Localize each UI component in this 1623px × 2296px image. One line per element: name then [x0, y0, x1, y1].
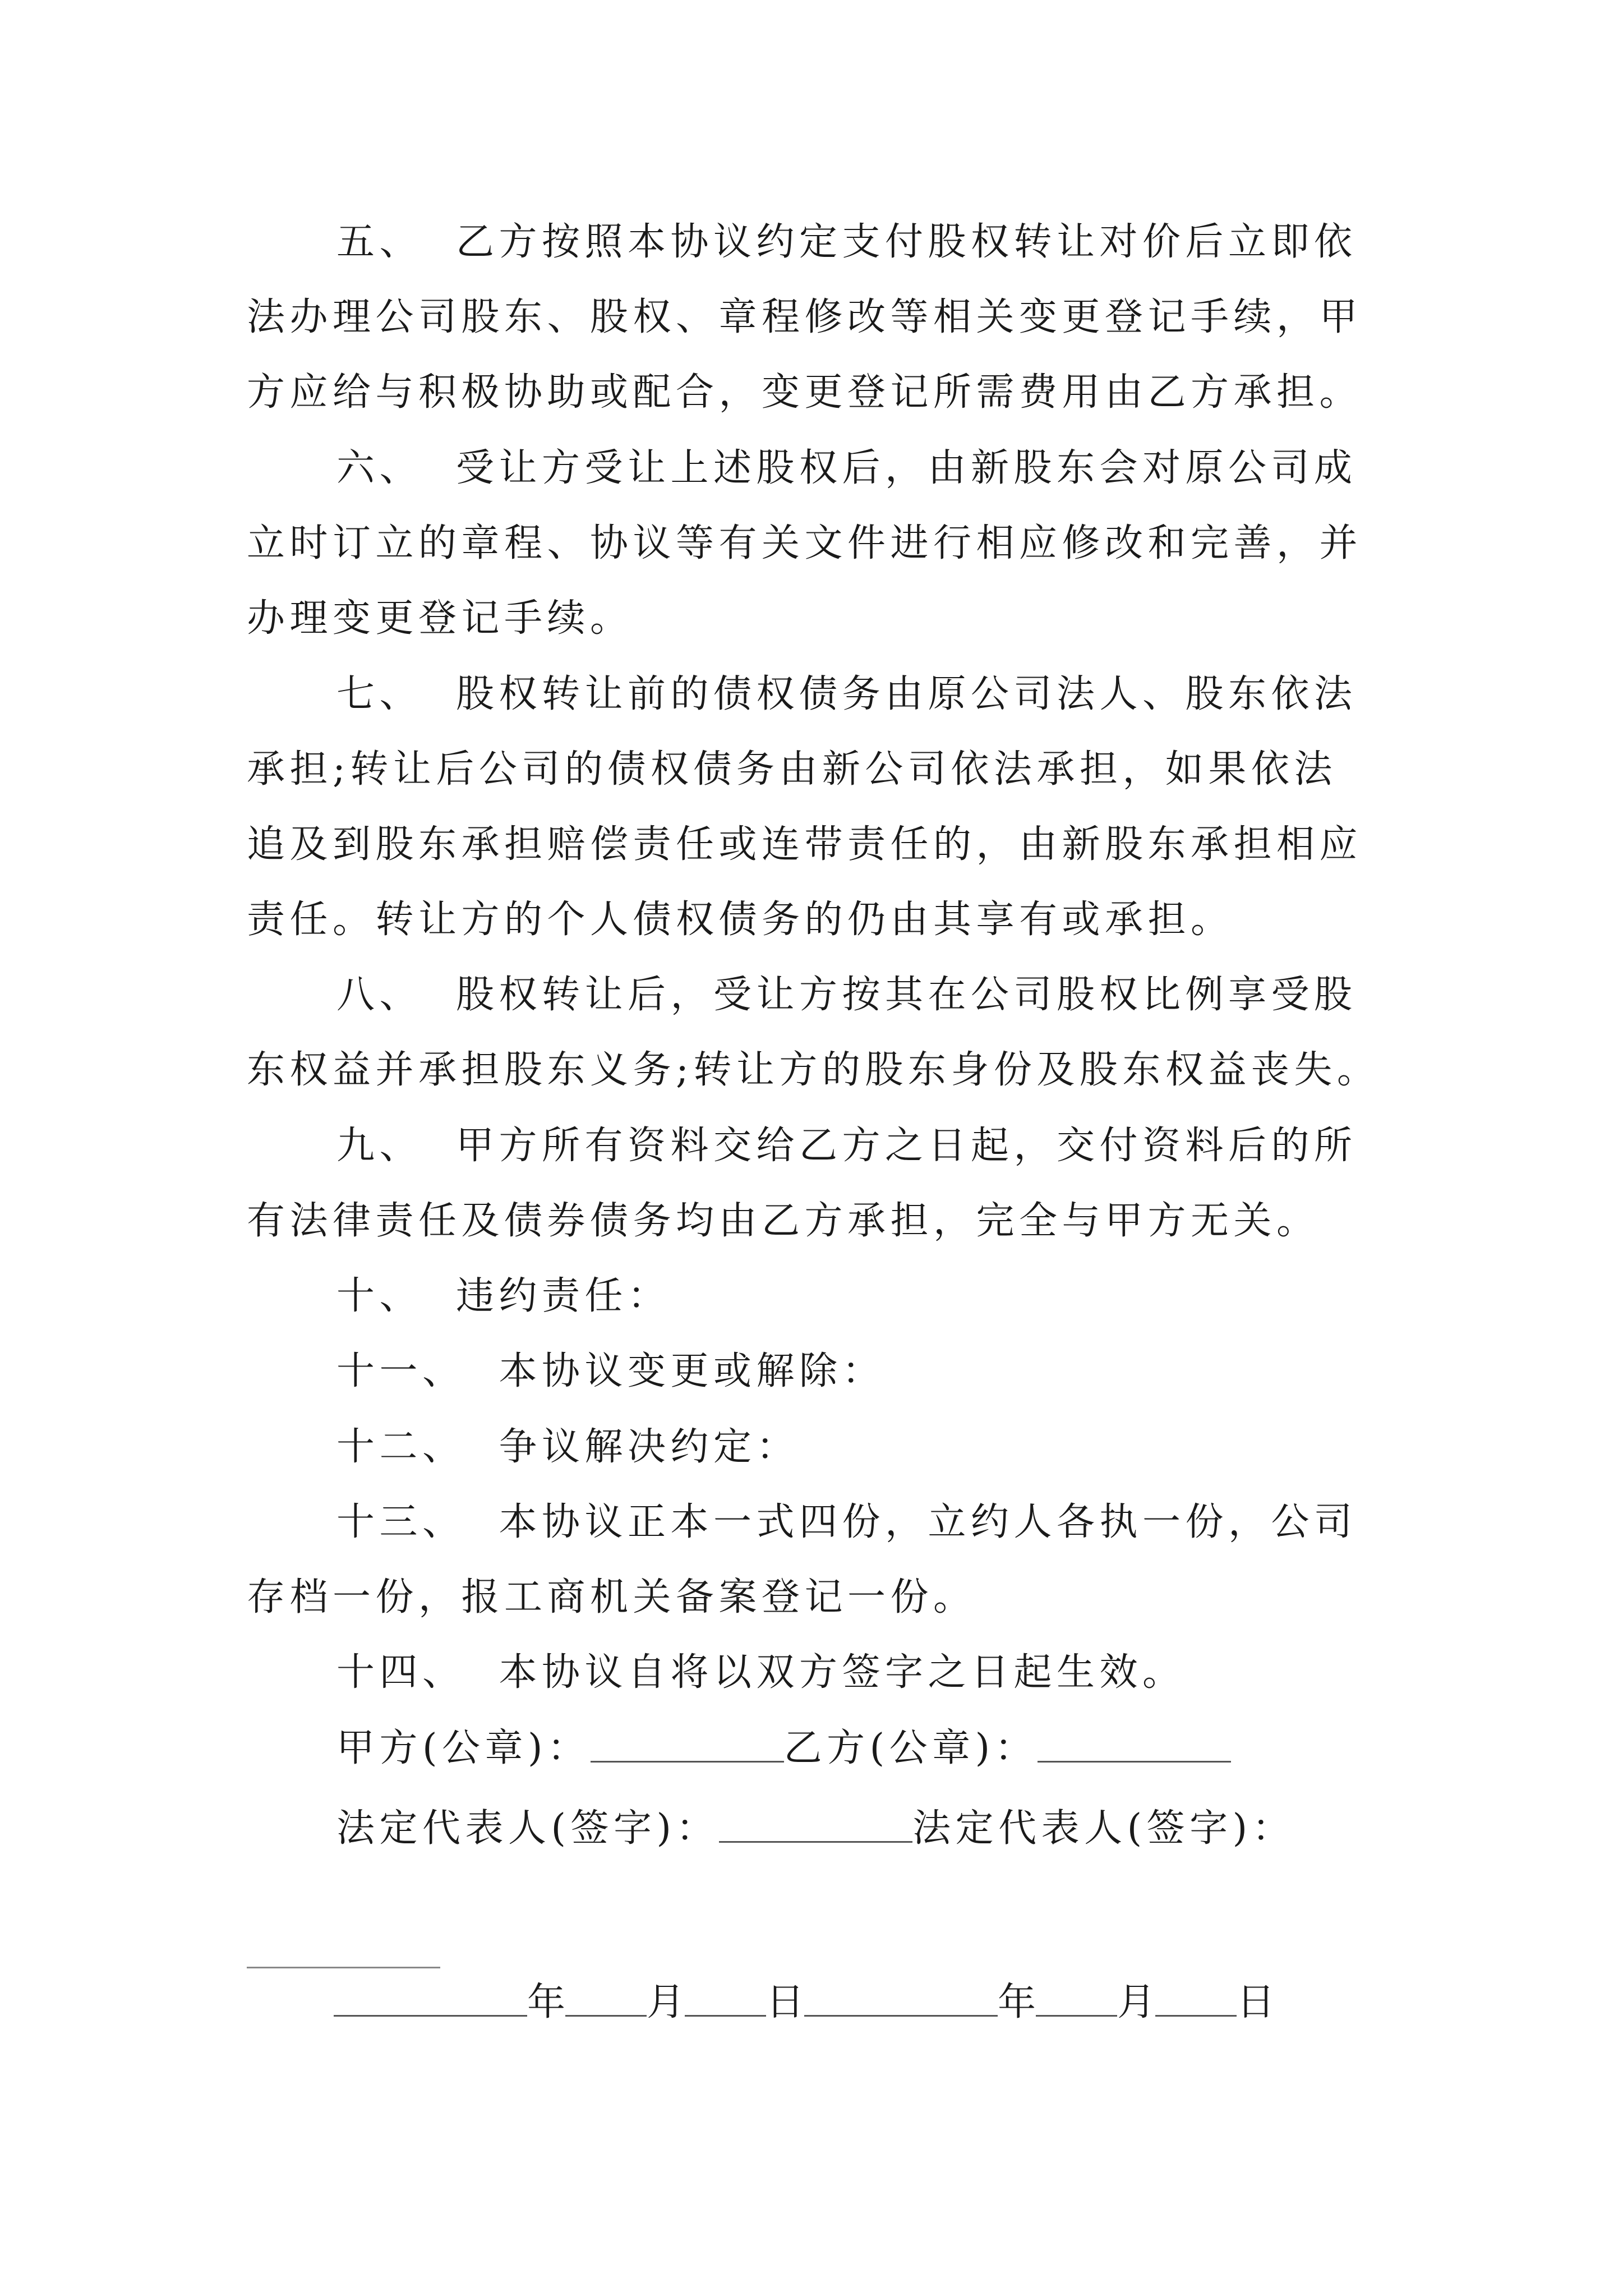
clause-text: 争议解决约定：	[499, 1425, 800, 1469]
clause-text: 股权转让后，受让方按其在公司股权比例享受股	[456, 973, 1357, 1017]
day-a-label: 日	[766, 1980, 805, 2024]
rep-a-label: 法定代表人(签字)：	[336, 1806, 720, 1851]
year-b-blank	[804, 1980, 998, 2017]
clause-text: 受让方受让上述股权后，由新股东会对原公司成	[456, 446, 1357, 490]
date-line	[334, 1980, 1478, 2025]
clause-number: 七、	[336, 672, 423, 716]
year-a-label: 年	[527, 1980, 566, 2024]
clause-number: 五、	[336, 220, 423, 264]
year-a-blank	[334, 1980, 527, 2017]
clause-13-line-1	[336, 1500, 1481, 1545]
clause-5-line-2: 法办理公司股东、股权、章程修改等相关变更登记手续，甲	[247, 295, 1363, 339]
rep-b-blank	[247, 1967, 440, 1968]
clause-7-line-4: 责任。转让方的个人债权债务的仍由其享有或承担。	[247, 898, 1234, 942]
clause-7-line-2: 承担;转让后公司的债权债务由新公司依法承担，如果依法	[247, 747, 1337, 792]
clause-text: 本协议变更或解除：	[499, 1349, 886, 1393]
clause-number: 九、	[336, 1124, 423, 1168]
clause-number: 十一、	[336, 1349, 465, 1393]
day-b-label: 日	[1237, 1980, 1275, 2024]
clause-8-line-1	[336, 973, 1481, 1018]
clause-number: 十三、	[336, 1500, 465, 1544]
clause-number: 六、	[336, 446, 423, 490]
clause-5-line-3: 方应给与积极协助或配合，变更登记所需费用由乙方承担。	[247, 370, 1363, 415]
clause-number: 十、	[336, 1274, 423, 1318]
clause-text: 甲方所有资料交给乙方之日起，交付资料后的所	[456, 1124, 1357, 1168]
clause-number: 十四、	[336, 1650, 465, 1695]
day-b-blank	[1155, 1980, 1237, 2017]
clause-9-line-1	[336, 1124, 1481, 1168]
clause-6-line-3: 办理变更登记手续。	[247, 596, 633, 641]
party-b-seal-label: 乙方(公章)：	[783, 1726, 1038, 1770]
clause-9-line-2: 有法律责任及债券债务均由乙方承担，完全与甲方无关。	[247, 1199, 1320, 1243]
clause-number: 十二、	[336, 1425, 465, 1469]
clause-text: 乙方按照本协议约定支付股权转让对价后立即依	[456, 220, 1357, 264]
party-a-seal-label: 甲方(公章)：	[336, 1726, 591, 1770]
clause-11	[336, 1349, 1481, 1394]
seal-line	[336, 1726, 1481, 1771]
month-a-blank	[565, 1980, 647, 2017]
clause-14	[336, 1650, 1481, 1695]
clause-6-line-1	[336, 446, 1481, 491]
clause-8-line-2: 东权益并承担股东义务;转让方的股东身份及股东权益丧失。	[247, 1048, 1380, 1092]
clause-13-line-2: 存档一份，报工商机关备案登记一份。	[247, 1575, 976, 1619]
month-a-label: 月	[647, 1980, 685, 2024]
clause-6-line-2: 立时订立的章程、协议等有关文件进行相应修改和完善，并	[247, 521, 1363, 565]
clause-10	[336, 1274, 1481, 1319]
party-a-seal-blank	[591, 1726, 784, 1763]
month-b-label: 月	[1117, 1980, 1156, 2024]
month-b-blank	[1036, 1980, 1117, 2017]
year-b-label: 年	[998, 1980, 1036, 2024]
clause-7-line-3: 追及到股东承担赔偿责任或连带责任的，由新股东承担相应	[247, 822, 1363, 867]
clause-text: 本协议正本一式四份，立约人各执一份，公司	[499, 1500, 1357, 1544]
representative-line	[336, 1806, 1481, 1851]
party-b-seal-blank	[1038, 1726, 1231, 1763]
clause-12	[336, 1425, 1481, 1470]
rep-b-label: 法定代表人(签字)：	[912, 1806, 1295, 1851]
clause-text: 股权转让前的债权债务由原公司法人、股东依法	[456, 672, 1357, 716]
clause-text: 本协议自将以双方签字之日起生效。	[499, 1650, 1186, 1695]
day-a-blank	[685, 1980, 766, 2017]
clause-5-line-1	[336, 220, 1481, 265]
clause-number: 八、	[336, 973, 423, 1017]
clause-text: 违约责任：	[456, 1274, 671, 1318]
clause-7-line-1	[336, 672, 1481, 717]
rep-a-blank	[719, 1806, 912, 1843]
